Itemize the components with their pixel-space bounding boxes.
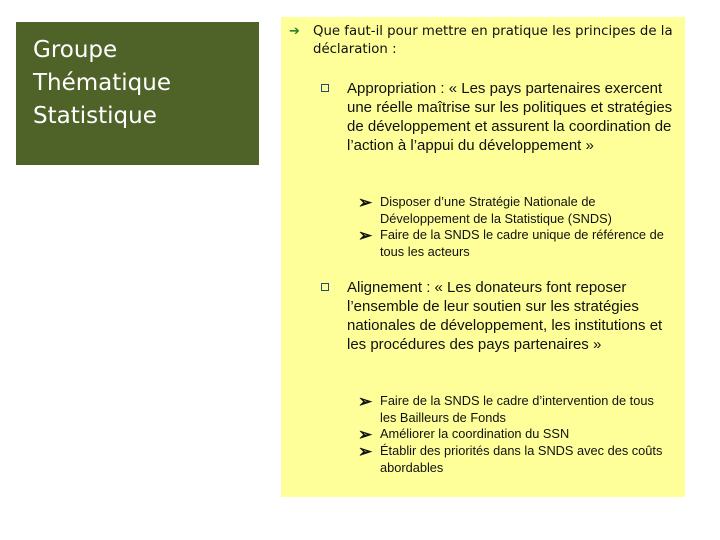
chevron-right-icon: ➢ [358,425,373,444]
content-panel [281,17,685,497]
list-item-text: Établir des priorités dans la SNDS avec des coûts abordables [380,443,663,475]
sidebar-title-line-2: Thématique [33,70,172,96]
section-text: Appropriation : « Les pays partenaires exercent une réelle maîtrise sur les politiques et stratégies de développement et assurent la coordination de l’action à l’appui du développement » [347,80,673,154]
sidebar-title-box [16,22,259,165]
panel-header-text: Que faut-il pour mettre en pratique les principes de la déclaration : [313,24,673,57]
section-alignement [321,278,676,354]
panel-header [289,23,679,59]
list-item-text: Faire de la SNDS le cadre unique de référence de tous les acteurs [380,227,664,259]
list-item [358,443,668,476]
list-item-text: Disposer d’une Stratégie Nationale de Développement de la Statistique (SNDS) [380,194,612,226]
section-appropriation [321,79,676,155]
sidebar-title-line-1: Groupe [33,37,118,63]
chevron-right-icon: ➢ [358,193,373,212]
section-text: Alignement : « Les donateurs font reposer l’ensemble de leur soutien sur les stratégies nationales de développement, les institutions et les procédures des pays partenaires » [347,279,663,353]
list-item-text: Améliorer la coordination du SSN [380,426,570,441]
chevron-right-icon: ➢ [358,392,373,411]
right-arrow-icon: ➔ [289,24,300,39]
list-item [358,393,668,426]
sidebar-title-line-3: Statistique [33,103,157,129]
list-item [358,426,668,443]
list-item [358,194,668,227]
list-item-text: Faire de la SNDS le cadre d’intervention de tous les Bailleurs de Fonds [380,393,654,425]
checkbox-square-icon [321,283,329,291]
list-item [358,227,668,260]
checkbox-square-icon [321,84,329,92]
chevron-right-icon: ➢ [358,442,373,461]
chevron-right-icon: ➢ [358,226,373,245]
sidebar-title [33,34,259,133]
